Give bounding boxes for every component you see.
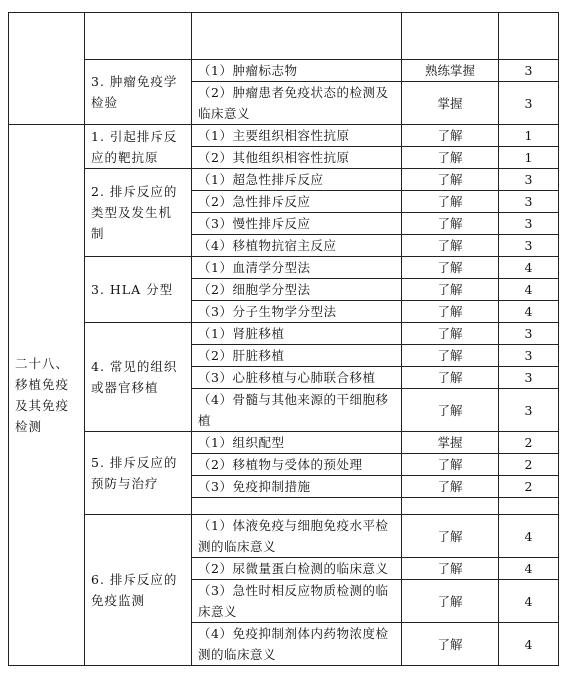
table-row (9, 13, 559, 60)
level-cell: 4 (499, 580, 559, 623)
requirement-cell: 了解 (402, 389, 499, 432)
level-cell: 3 (499, 169, 559, 191)
topic-cell: 1. 引起排斥反应的靶抗原 (85, 125, 192, 169)
topic-cell: 2. 排斥反应的类型及发生机制 (85, 169, 192, 257)
item-content: （3）急性时相反应物质检测的临床意义 (192, 580, 402, 623)
item-content: （4）免疫抑制剂体内药物浓度检测的临床意义 (192, 623, 402, 666)
requirement-cell: 了解 (402, 235, 499, 257)
item-content: （2）肿瘤患者免疫状态的检测及临床意义 (192, 82, 402, 125)
item-content: （4）移植物抗宿主反应 (192, 235, 402, 257)
item-content: （1）组织配型 (192, 432, 402, 454)
requirement-cell: 了解 (402, 169, 499, 191)
topic-cell: 6. 排斥反应的免疫监测 (85, 515, 192, 666)
requirement-cell: 了解 (402, 515, 499, 558)
syllabus-table (8, 12, 559, 666)
requirement-cell: 了解 (402, 476, 499, 498)
level-cell: 3 (499, 82, 559, 125)
unit-title-cell: 二十八、移植免疫及其免疫检测 (9, 125, 85, 666)
requirement-cell: 了解 (402, 580, 499, 623)
item-content: （2）细胞学分型法 (192, 279, 402, 301)
requirement-cell: 了解 (402, 345, 499, 367)
requirement-cell: 了解 (402, 558, 499, 580)
table-row (9, 257, 559, 279)
level-cell: 3 (499, 389, 559, 432)
item-content: （1）肿瘤标志物 (192, 60, 402, 82)
level-cell: 4 (499, 558, 559, 580)
table-row (9, 323, 559, 345)
level-cell: 4 (499, 515, 559, 558)
level-cell: 3 (499, 235, 559, 257)
requirement-cell: 了解 (402, 623, 499, 666)
table-row (9, 432, 559, 454)
requirement-cell: 了解 (402, 191, 499, 213)
table-row (9, 169, 559, 191)
requirement-cell: 了解 (402, 454, 499, 476)
level-cell: 4 (499, 257, 559, 279)
table-row (9, 60, 559, 82)
table-row (9, 125, 559, 147)
prev-unit-cell (9, 13, 85, 125)
level-cell: 2 (499, 432, 559, 454)
requirement-cell: 了解 (402, 279, 499, 301)
item-content: （1）主要组织相容性抗原 (192, 125, 402, 147)
item-content: （3）分子生物学分型法 (192, 301, 402, 323)
level-cell: 3 (499, 345, 559, 367)
level-cell: 3 (499, 191, 559, 213)
requirement-cell: 了解 (402, 213, 499, 235)
item-content: （1）血清学分型法 (192, 257, 402, 279)
item-content: （4）骨髓与其他来源的干细胞移植 (192, 389, 402, 432)
table-row (9, 515, 559, 558)
item-content: （2）尿微量蛋白检测的临床意义 (192, 558, 402, 580)
requirement-cell: 熟练掌握 (402, 60, 499, 82)
item-content: （3）免疫抑制措施 (192, 476, 402, 498)
level-cell: 4 (499, 301, 559, 323)
item-content: （1）肾脏移植 (192, 323, 402, 345)
level-cell: 1 (499, 125, 559, 147)
level-cell: 3 (499, 367, 559, 389)
level-cell: 3 (499, 323, 559, 345)
level-cell: 2 (499, 476, 559, 498)
item-content: （2）肝脏移植 (192, 345, 402, 367)
topic-cell: 4. 常见的组织或器官移植 (85, 323, 192, 432)
requirement-cell: 掌握 (402, 82, 499, 125)
requirement-cell: 掌握 (402, 432, 499, 454)
level-cell: 2 (499, 454, 559, 476)
item-content: （1）超急性排斥反应 (192, 169, 402, 191)
item-content: （3）慢性排斥反应 (192, 213, 402, 235)
requirement-cell: 了解 (402, 257, 499, 279)
requirement-cell: 了解 (402, 323, 499, 345)
item-content: （2）急性排斥反应 (192, 191, 402, 213)
item-content: （2）其他组织相容性抗原 (192, 147, 402, 169)
level-cell: 3 (499, 213, 559, 235)
level-cell: 4 (499, 623, 559, 666)
topic-cell: 3. HLA 分型 (85, 257, 192, 323)
topic-cell: 3. 肿瘤免疫学检验 (85, 60, 192, 125)
requirement-cell: 了解 (402, 147, 499, 169)
level-cell: 3 (499, 60, 559, 82)
requirement-cell: 了解 (402, 125, 499, 147)
requirement-cell: 了解 (402, 301, 499, 323)
level-cell: 4 (499, 279, 559, 301)
topic-cell: 5. 排斥反应的预防与治疗 (85, 432, 192, 515)
item-content: （2）移植物与受体的预处理 (192, 454, 402, 476)
item-content: （3）心脏移植与心肺联合移植 (192, 367, 402, 389)
level-cell: 1 (499, 147, 559, 169)
requirement-cell: 了解 (402, 367, 499, 389)
item-content: （1）体液免疫与细胞免疫水平检测的临床意义 (192, 515, 402, 558)
